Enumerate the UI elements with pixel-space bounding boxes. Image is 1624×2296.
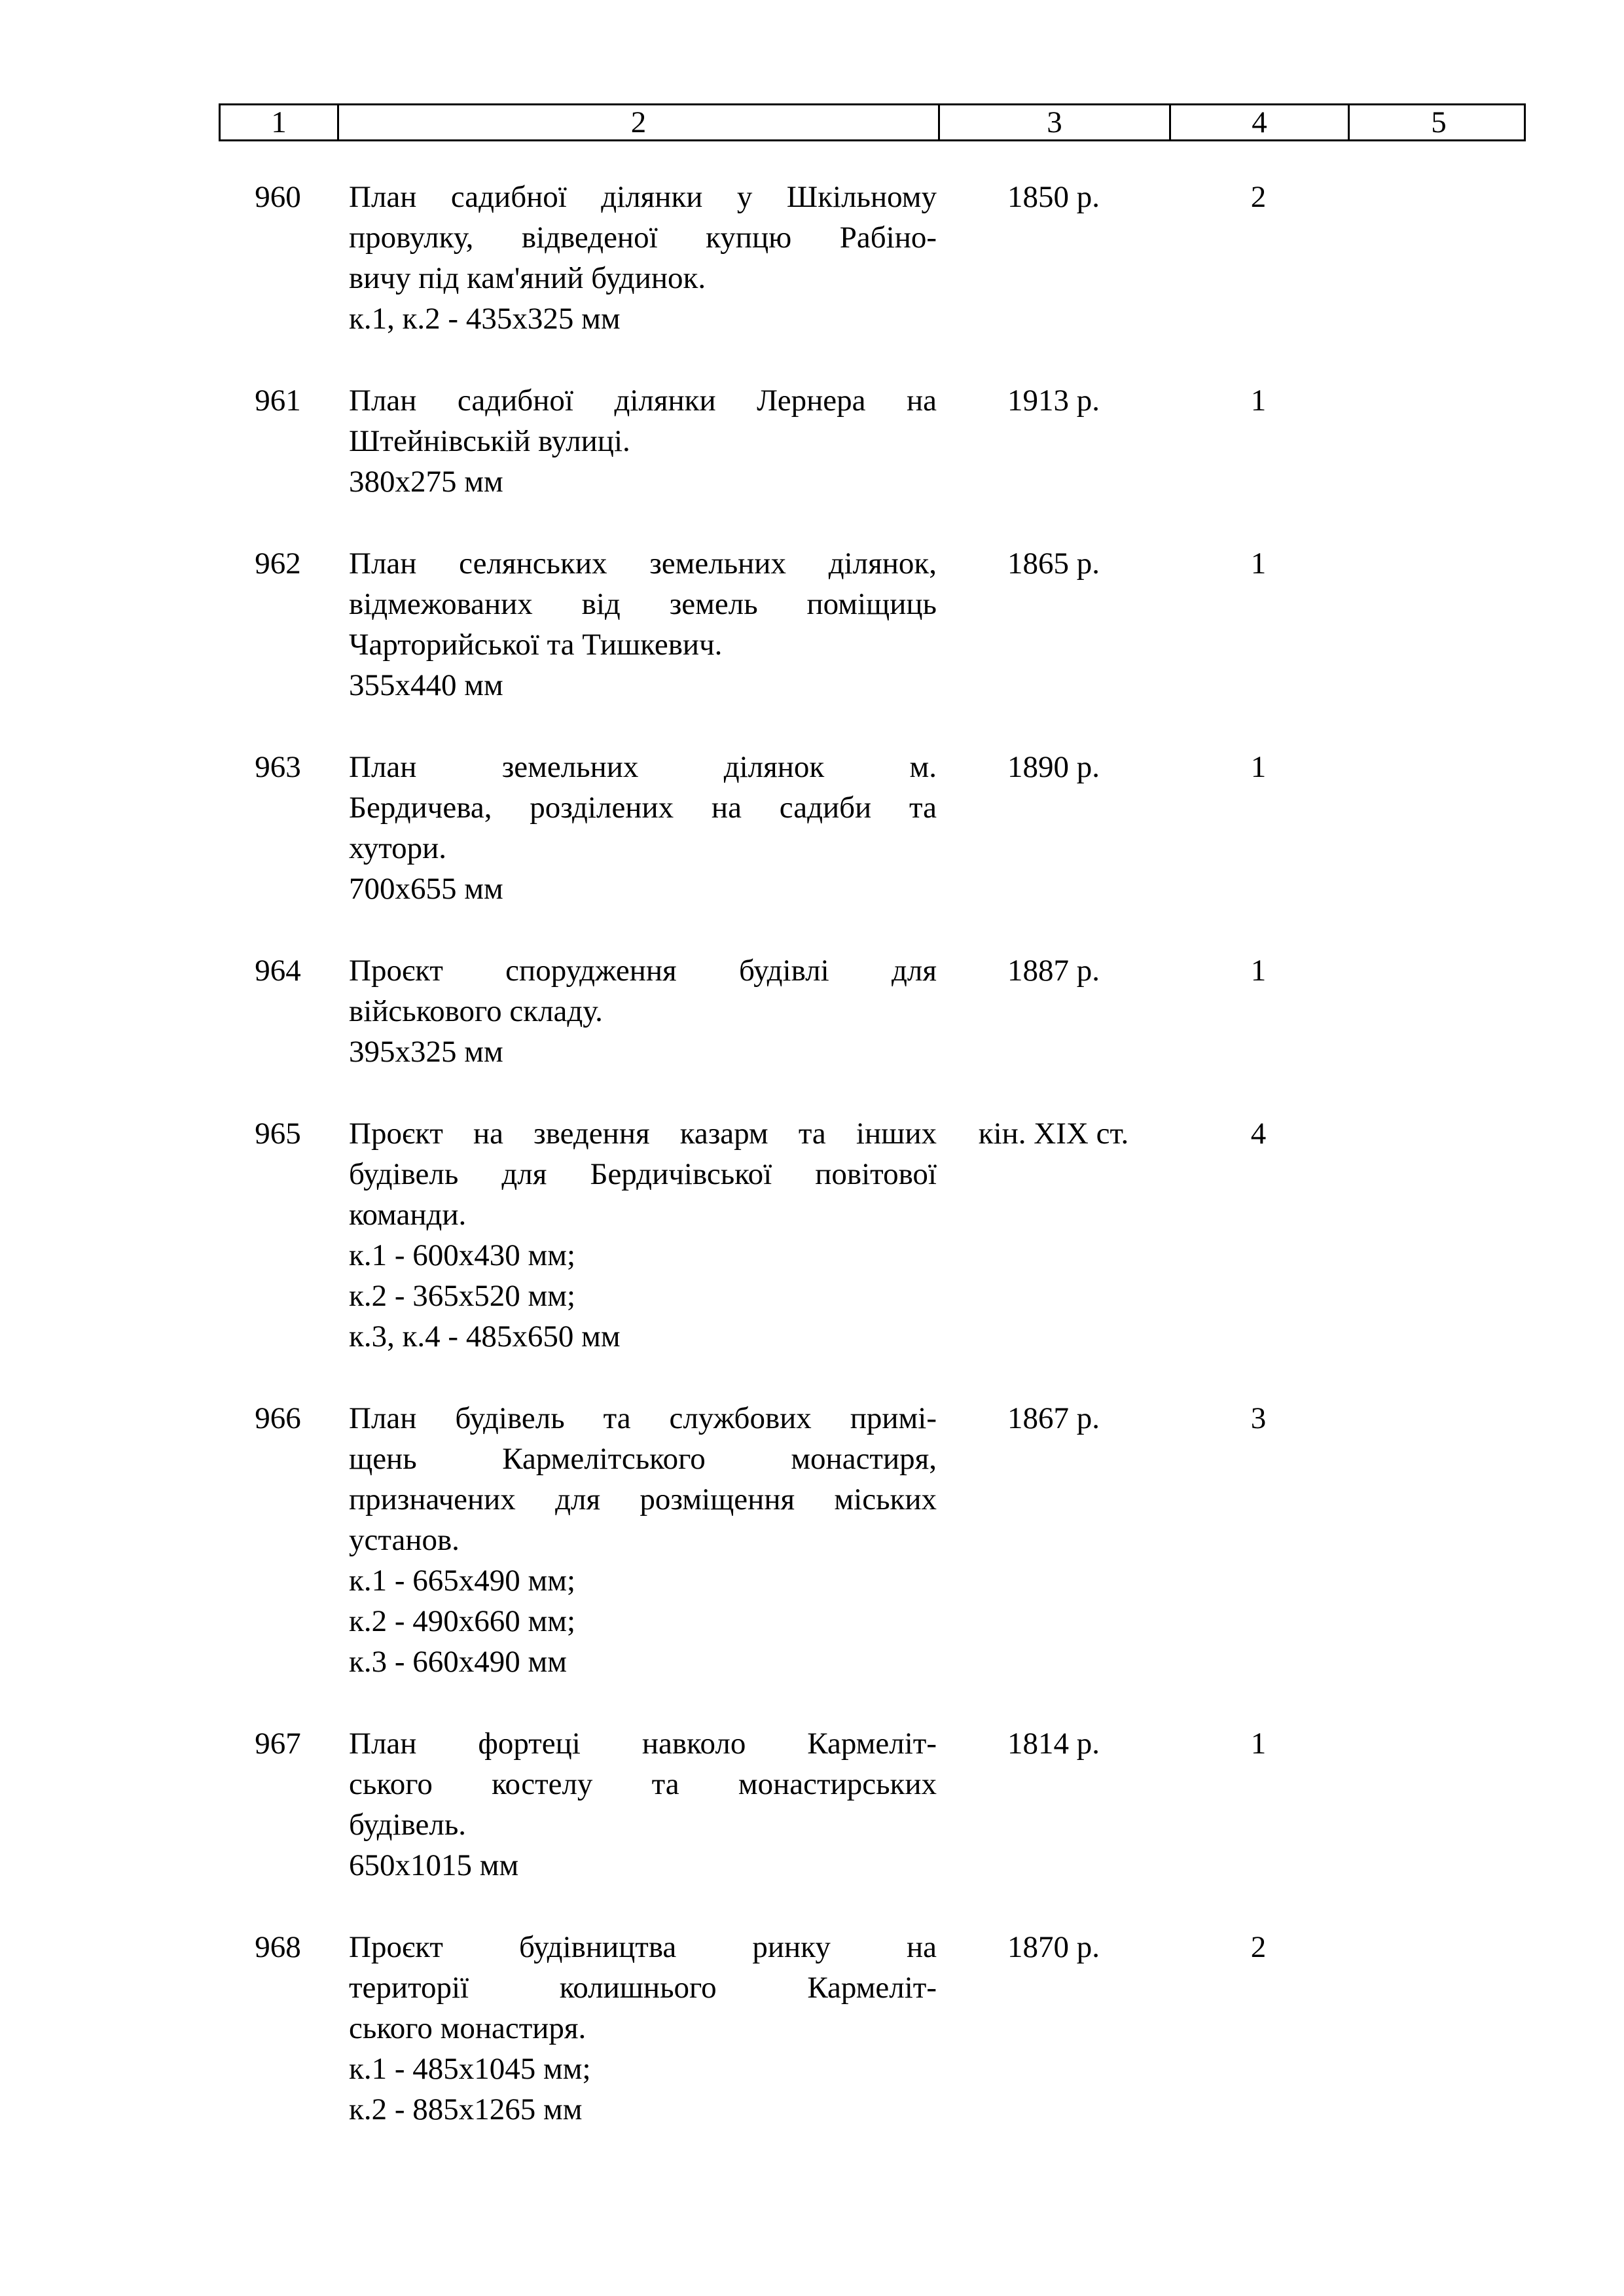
description-line: відмежованих від земель поміщиць <box>349 587 937 621</box>
description-line: щень Кармелітського монастиря, <box>349 1442 937 1476</box>
description-line: Штейнівській вулиці. <box>349 424 630 458</box>
description-line: Проєкт на зведення казарм та інших <box>349 1117 937 1151</box>
entry-count: 4 <box>1250 1117 1267 1151</box>
entry-number: 960 <box>255 180 301 214</box>
entry-count: 1 <box>1250 1727 1267 1761</box>
description-line: команди. <box>349 1198 467 1232</box>
description-line: План садибної ділянки у Шкільному <box>349 180 937 214</box>
column-header-3: 3 <box>940 105 1171 139</box>
entry-number: 967 <box>255 1727 301 1761</box>
description-line: 380х275 мм <box>349 465 503 499</box>
description-line: призначених для розміщення міських <box>349 1482 937 1516</box>
description-line: будівель. <box>349 1808 467 1842</box>
entry-date: 1870 р. <box>1007 1930 1100 1964</box>
entry-date: 1865 р. <box>1007 547 1100 581</box>
column-header-5: 5 <box>1431 105 1447 139</box>
description-line: к.1, к.2 - 435х325 мм <box>349 302 621 336</box>
description-line: Чарторийської та Тишкевич. <box>349 628 723 662</box>
entry-number: 966 <box>255 1401 301 1435</box>
description-line: вичу під кам'яний будинок. <box>349 261 706 295</box>
column-header-4: 4 <box>1171 105 1350 139</box>
entry-date: 1814 р. <box>1007 1727 1100 1761</box>
description-line: будівель для Бердичівської повітової <box>349 1157 937 1191</box>
table-row <box>219 950 1526 1072</box>
table-row <box>219 177 1526 339</box>
description-line: 700х655 мм <box>349 872 503 906</box>
table-row <box>219 1927 1526 2130</box>
entry-description <box>337 543 938 706</box>
entry-number: 963 <box>255 750 301 784</box>
entry-number: 968 <box>255 1930 301 1964</box>
table-row <box>219 543 1526 706</box>
description-line: План садибної ділянки Лернера на <box>349 384 937 418</box>
entry-description <box>337 1927 938 2130</box>
description-line: к.1 - 485х1045 мм; <box>349 2052 591 2086</box>
entry-date: кін. XIX ст. <box>978 1117 1129 1151</box>
entry-count: 1 <box>1250 750 1267 784</box>
entry-count: 1 <box>1250 954 1267 988</box>
entry-count: 2 <box>1250 1930 1267 1964</box>
entry-date: 1890 р. <box>1007 750 1100 784</box>
entry-description <box>337 380 938 502</box>
description-line: к.1 - 600х430 мм; <box>349 1238 576 1272</box>
description-line: План земельних ділянок м. <box>349 750 937 784</box>
entry-number: 965 <box>255 1117 301 1151</box>
entry-count: 2 <box>1250 180 1267 214</box>
description-line: 395х325 мм <box>349 1035 503 1069</box>
entry-count: 1 <box>1250 384 1267 418</box>
entry-number: 964 <box>255 954 301 988</box>
description-line: к.2 - 490х660 мм; <box>349 1604 576 1638</box>
description-line: Проєкт будівництва ринку на <box>349 1930 937 1964</box>
entry-description <box>337 177 938 339</box>
description-line: Бердичева, розділених на садиби та <box>349 791 937 825</box>
entry-date: 1850 р. <box>1007 180 1100 214</box>
table-row <box>219 1398 1526 1682</box>
entry-description <box>337 747 938 909</box>
description-line: Проєкт спорудження будівлі для <box>349 954 937 988</box>
entry-count: 1 <box>1250 547 1267 581</box>
entry-count: 3 <box>1250 1401 1267 1435</box>
inventory-table <box>219 103 1526 2171</box>
column-header-1: 1 <box>221 105 339 139</box>
description-line: хутори. <box>349 831 447 865</box>
description-line: к.1 - 665х490 мм; <box>349 1564 576 1598</box>
entry-description <box>337 1113 938 1357</box>
description-line: к.2 - 885х1265 мм <box>349 2092 583 2126</box>
description-line: установ. <box>349 1523 460 1557</box>
column-header-2: 2 <box>339 105 940 139</box>
description-line: території колишнього Кармеліт- <box>349 1971 937 2005</box>
table-body <box>219 177 1526 2130</box>
description-line: План фортеці навколо Кармеліт- <box>349 1727 937 1761</box>
description-line: к.3, к.4 - 485х650 мм <box>349 1319 621 1354</box>
table-header-row <box>219 103 1526 141</box>
description-line: к.3 - 660х490 мм <box>349 1645 567 1679</box>
entry-description <box>337 1398 938 1682</box>
table-row <box>219 747 1526 909</box>
entry-number: 961 <box>255 384 301 418</box>
entry-date: 1913 р. <box>1007 384 1100 418</box>
table-row <box>219 1113 1526 1357</box>
description-line: провулку, відведеної купцю Рабіно- <box>349 221 937 255</box>
description-line: 355х440 мм <box>349 668 503 702</box>
description-line: к.2 - 365х520 мм; <box>349 1279 576 1313</box>
description-line: ського костелу та монастирських <box>349 1767 937 1801</box>
entry-description <box>337 950 938 1072</box>
entry-description <box>337 1723 938 1886</box>
entry-date: 1887 р. <box>1007 954 1100 988</box>
description-line: План будівель та службових примі- <box>349 1401 937 1435</box>
description-line: військового складу. <box>349 994 603 1028</box>
table-row <box>219 380 1526 502</box>
entry-number: 962 <box>255 547 301 581</box>
description-line: 650х1015 мм <box>349 1848 519 1882</box>
table-row <box>219 1723 1526 1886</box>
entry-date: 1867 р. <box>1007 1401 1100 1435</box>
description-line: План селянських земельних ділянок, <box>349 547 937 581</box>
description-line: ського монастиря. <box>349 2011 586 2045</box>
